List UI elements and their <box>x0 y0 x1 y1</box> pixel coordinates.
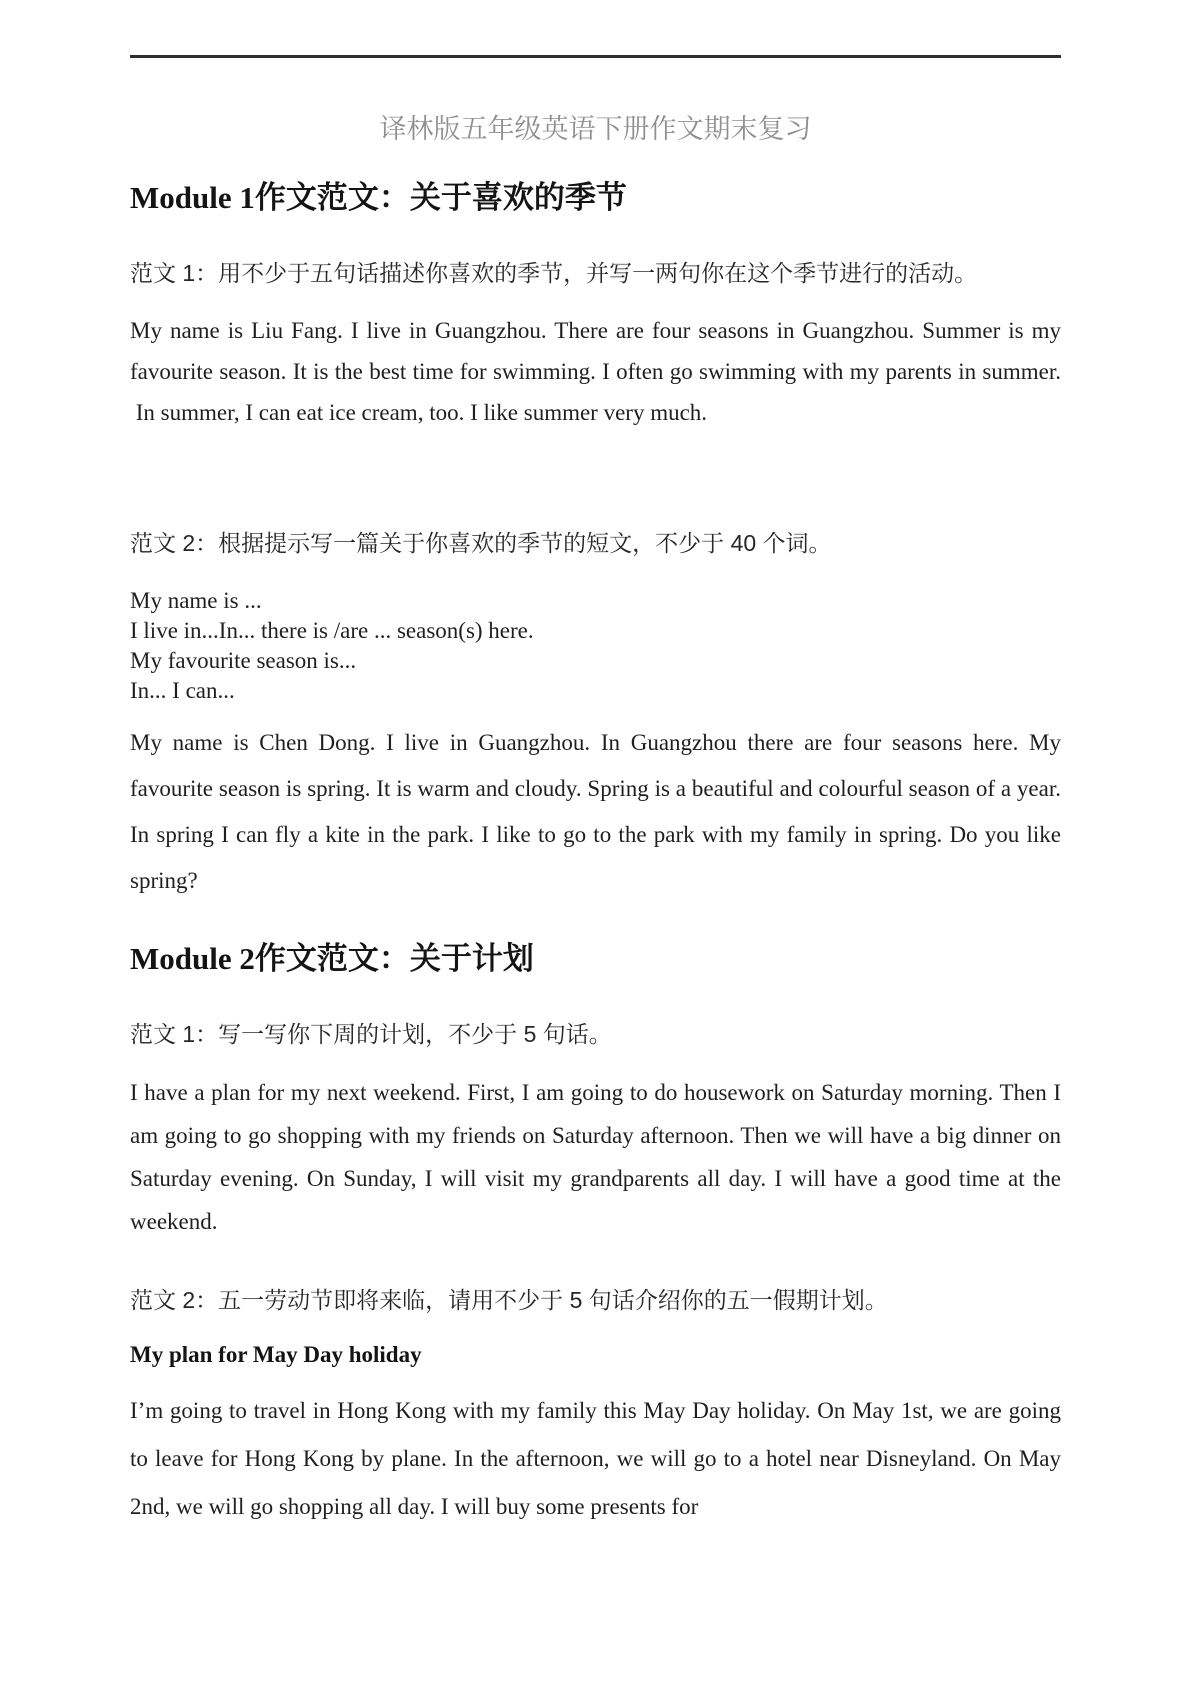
hint-line: In... I can... <box>130 678 235 703</box>
hint-lines <box>130 586 1061 706</box>
header-divider <box>130 55 1061 58</box>
module-1-prompt-2: 范文 2：根据提示写一篇关于你喜欢的季节的短文，不少于 40 个词。 <box>130 530 832 556</box>
module-1-heading-zh: 作文范文：关于喜欢的季节 <box>254 180 627 215</box>
module-2-prompt-2: 范文 2：五一劳动节即将来临，请用不少于 5 句话介绍你的五一假期计划。 <box>130 1287 888 1313</box>
module-2-prompt-1: 范文 1：写一写你下周的计划，不少于 5 句话。 <box>130 1021 612 1047</box>
module-1-essay-1: My name is Liu Fang. I live in Guangzhou. There are four seasons in Guangzhou. Summer is my favourite season. It is the best time for swimming. I often go swimming with my parents in summer. In summer, I can eat ice cream, too. I like summer very much. <box>130 318 1061 425</box>
module-2-essay-1: I have a plan for my next weekend. First, I am going to do housework on Saturday morning. Then I am going to go shopping with my friends on Saturday afternoon. Then we will have a big dinner on Saturday evening. On Sunday, I will visit my grandparents all day. I will have a good time at the weekend. <box>130 1080 1061 1234</box>
hint-line: My name is ... <box>130 588 262 613</box>
module-2-heading-zh: 作文范文：关于计划 <box>254 941 534 976</box>
hint-line: I live in...In... there is /are ... season(s) here. <box>130 618 534 643</box>
module-1-essay-2: My name is Chen Dong. I live in Guangzhou. In Guangzhou there are four seasons here. My favourite season is spring. It is warm and cloudy. Spring is a beautiful and colourful season of a year. In spring I can fly a kite in the park. I like to go to the park with my family in spring. Do you like spring? <box>130 730 1061 893</box>
module-1-heading <box>130 180 1061 216</box>
doc-title: 译林版五年级英语下册作文期末复习 <box>379 114 812 144</box>
hint-line: My favourite season is... <box>130 648 357 673</box>
module-2-essay-2: I’m going to travel in Hong Kong with my family this May Day holiday. On May 1st, we are going to leave for Hong Kong by plane. In the afternoon, we will go to a hotel near Disneyland. On May 2nd, we will go shopping all day. I will buy some presents for <box>130 1398 1061 1519</box>
module-1-heading-en: Module 1 <box>130 180 255 215</box>
module-1-prompt-1: 范文 1：用不少于五句话描述你喜欢的季节，并写一两句你在这个季节进行的活动。 <box>130 260 978 286</box>
module-2-heading-en: Module 2 <box>130 941 255 976</box>
module-2-essay-2-title: My plan for May Day holiday <box>130 1342 422 1367</box>
module-2-heading <box>130 941 1061 977</box>
